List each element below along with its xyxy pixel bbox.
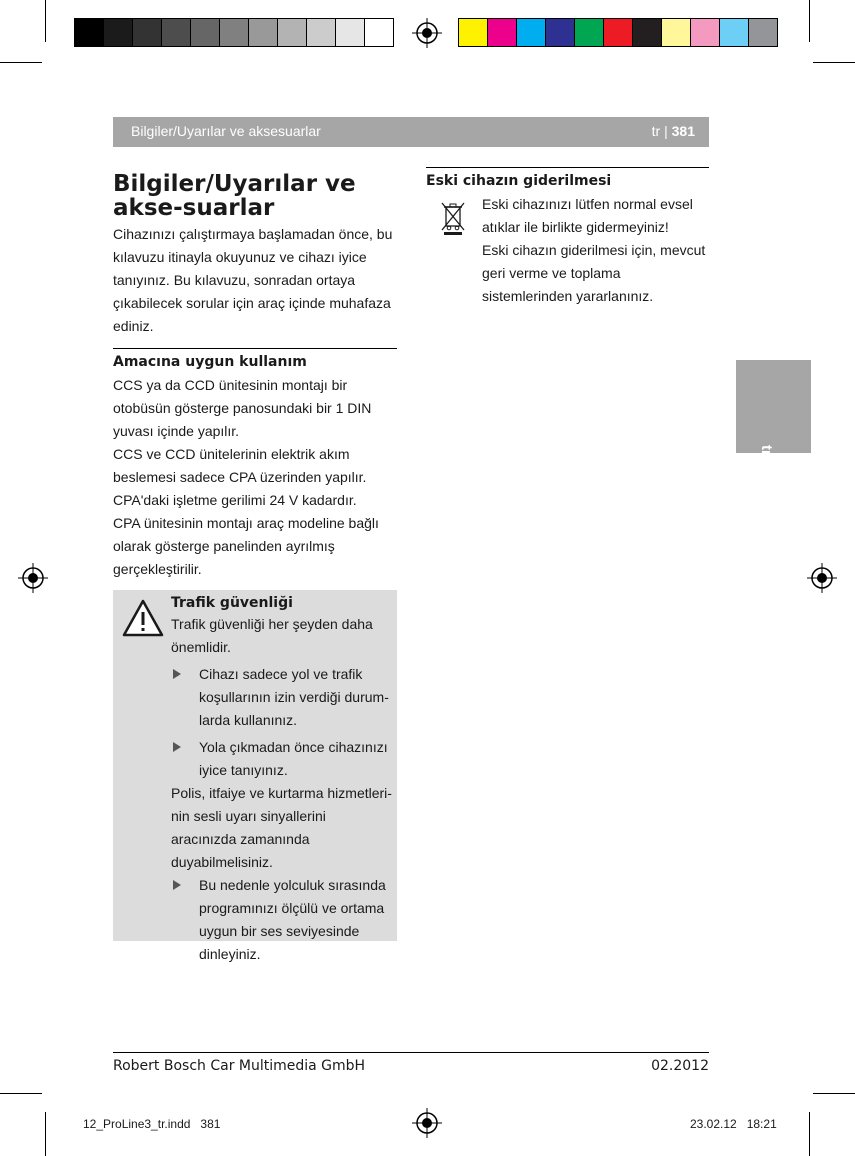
traffic-safety-box: [113, 590, 397, 962]
language-tab: [736, 360, 811, 456]
bullet-text: Yola çıkmadan önce cihazınızı iyice tanıyınız.: [199, 739, 388, 778]
registration-mark-icon: [18, 563, 48, 593]
color-swatch: [690, 18, 720, 47]
crop-mark: [809, 1112, 810, 1156]
page-number: [652, 123, 695, 139]
header-separator: |: [664, 123, 668, 139]
color-swatch: [190, 18, 220, 47]
crossed-out-bin-icon: [440, 200, 466, 236]
crop-mark: [0, 1093, 42, 1094]
footer-date: 02.2012: [651, 1058, 709, 1074]
crop-mark: [813, 62, 855, 63]
purpose-paragraph: CPA'daki işletme gerilimi 24 V kadardır.: [113, 492, 357, 508]
color-swatch: [248, 18, 278, 47]
header-page-number: 381: [671, 123, 695, 139]
traffic-safety-paragraph: Polis, itfaiye ve kurtarma hizmetleri-nin sesli uyarı sinyallerini aracınızda zamanında duyabilmelisiniz.: [171, 785, 392, 870]
language-tab-label: tr: [758, 445, 775, 456]
footer-divider: [113, 1052, 709, 1053]
section-divider: [113, 348, 397, 349]
registration-mark-icon: [807, 563, 837, 593]
bullet-text: Cihazı sadece yol ve trafik koşullarının izin verdiği durum-larda kullanınız.: [199, 666, 389, 728]
disposal-section: [482, 193, 710, 308]
purpose-paragraph: CCS ve CCD ünitelerinin elektrik akım beslemesi sadece CPA üzerinden yapılır.: [113, 446, 367, 485]
color-swatch: [132, 18, 162, 47]
bullet-item: [171, 736, 395, 782]
color-swatch: [458, 18, 488, 47]
crop-mark: [45, 0, 46, 42]
color-swatch: [545, 18, 575, 47]
print-slug-timestamp: 23.02.12 18:21: [690, 1117, 777, 1131]
traffic-safety-heading: Trafik güvenliği: [171, 595, 293, 611]
color-swatch: [103, 18, 133, 47]
running-header: [113, 117, 709, 147]
print-slug-file: 12_ProLine3_tr.indd 381: [83, 1117, 221, 1131]
color-swatch: [335, 18, 365, 47]
color-swatch: [516, 18, 546, 47]
crop-mark: [0, 62, 42, 63]
color-swatch: [219, 18, 249, 47]
color-swatch: [632, 18, 662, 47]
disposal-heading: Eski cihazın giderilmesi: [426, 173, 612, 189]
color-swatch: [574, 18, 604, 47]
color-swatch: [603, 18, 633, 47]
traffic-safety-intro: Trafik güvenliği her şeyden daha önemlidir.: [171, 616, 373, 655]
page-title: Bilgiler/Uyarılar ve akse-suarlar: [113, 171, 356, 221]
color-swatch: [161, 18, 191, 47]
color-swatch: [748, 18, 778, 47]
bullet-item: [171, 874, 395, 966]
bullet-arrow-icon: [173, 742, 181, 752]
color-swatch: [306, 18, 336, 47]
color-swatch: [661, 18, 691, 47]
crop-mark: [809, 0, 810, 42]
purpose-paragraph: CCS ya da CCD ünitesinin montajı bir otobüsün gösterge panosundaki bir 1 DIN yuvası içinde yapılır.: [113, 377, 372, 439]
purpose-heading: Amacına uygun kullanım: [113, 354, 307, 370]
section-divider: [426, 167, 709, 168]
purpose-paragraph: CPA ünitesinin montajı araç modeline bağlı olarak gösterge panelinden ayrılmış gerçekleştirilir.: [113, 515, 379, 577]
warning-triangle-icon: [121, 598, 165, 638]
purpose-section: [113, 374, 401, 581]
running-header-title: Bilgiler/Uyarılar ve aksesuarlar: [131, 123, 321, 139]
bullet-arrow-icon: [173, 880, 181, 890]
color-swatch: [74, 18, 104, 47]
registration-mark-icon: [412, 18, 442, 48]
color-swatch: [364, 18, 394, 47]
color-swatch: [277, 18, 307, 47]
footer-company: Robert Bosch Car Multimedia GmbH: [113, 1058, 366, 1074]
color-swatch: [719, 18, 749, 47]
crop-mark: [813, 1093, 855, 1094]
bullet-text: Bu nedenle yolculuk sırasında programınızı ölçülü ve ortama uygun bir ses seviyesinde dinleyiniz.: [199, 877, 386, 962]
disposal-paragraph: Eski cihazınızı lütfen normal evsel atıklar ile birlikte gidermeyiniz!: [482, 196, 693, 235]
bullet-arrow-icon: [173, 669, 181, 679]
disposal-paragraph: Eski cihazın giderilmesi için, mevcut geri verme ve toplama sistemlerinden yararlanınız.: [482, 242, 706, 304]
traffic-safety-content: [171, 613, 395, 966]
crop-mark: [45, 1112, 46, 1156]
intro-paragraph: Cihazınızı çalıştırmaya başlamadan önce, bu kılavuzu itinayla okuyunuz ve cihazı iyice tanıyınız. Bu kılavuzu, sonradan ortaya çıkabilecek sorular için araç içinde muhafaza ediniz.: [113, 226, 393, 334]
color-swatch: [487, 18, 517, 47]
header-lang: tr: [651, 123, 661, 139]
bullet-item: [171, 663, 395, 732]
registration-mark-icon: [412, 1108, 442, 1138]
